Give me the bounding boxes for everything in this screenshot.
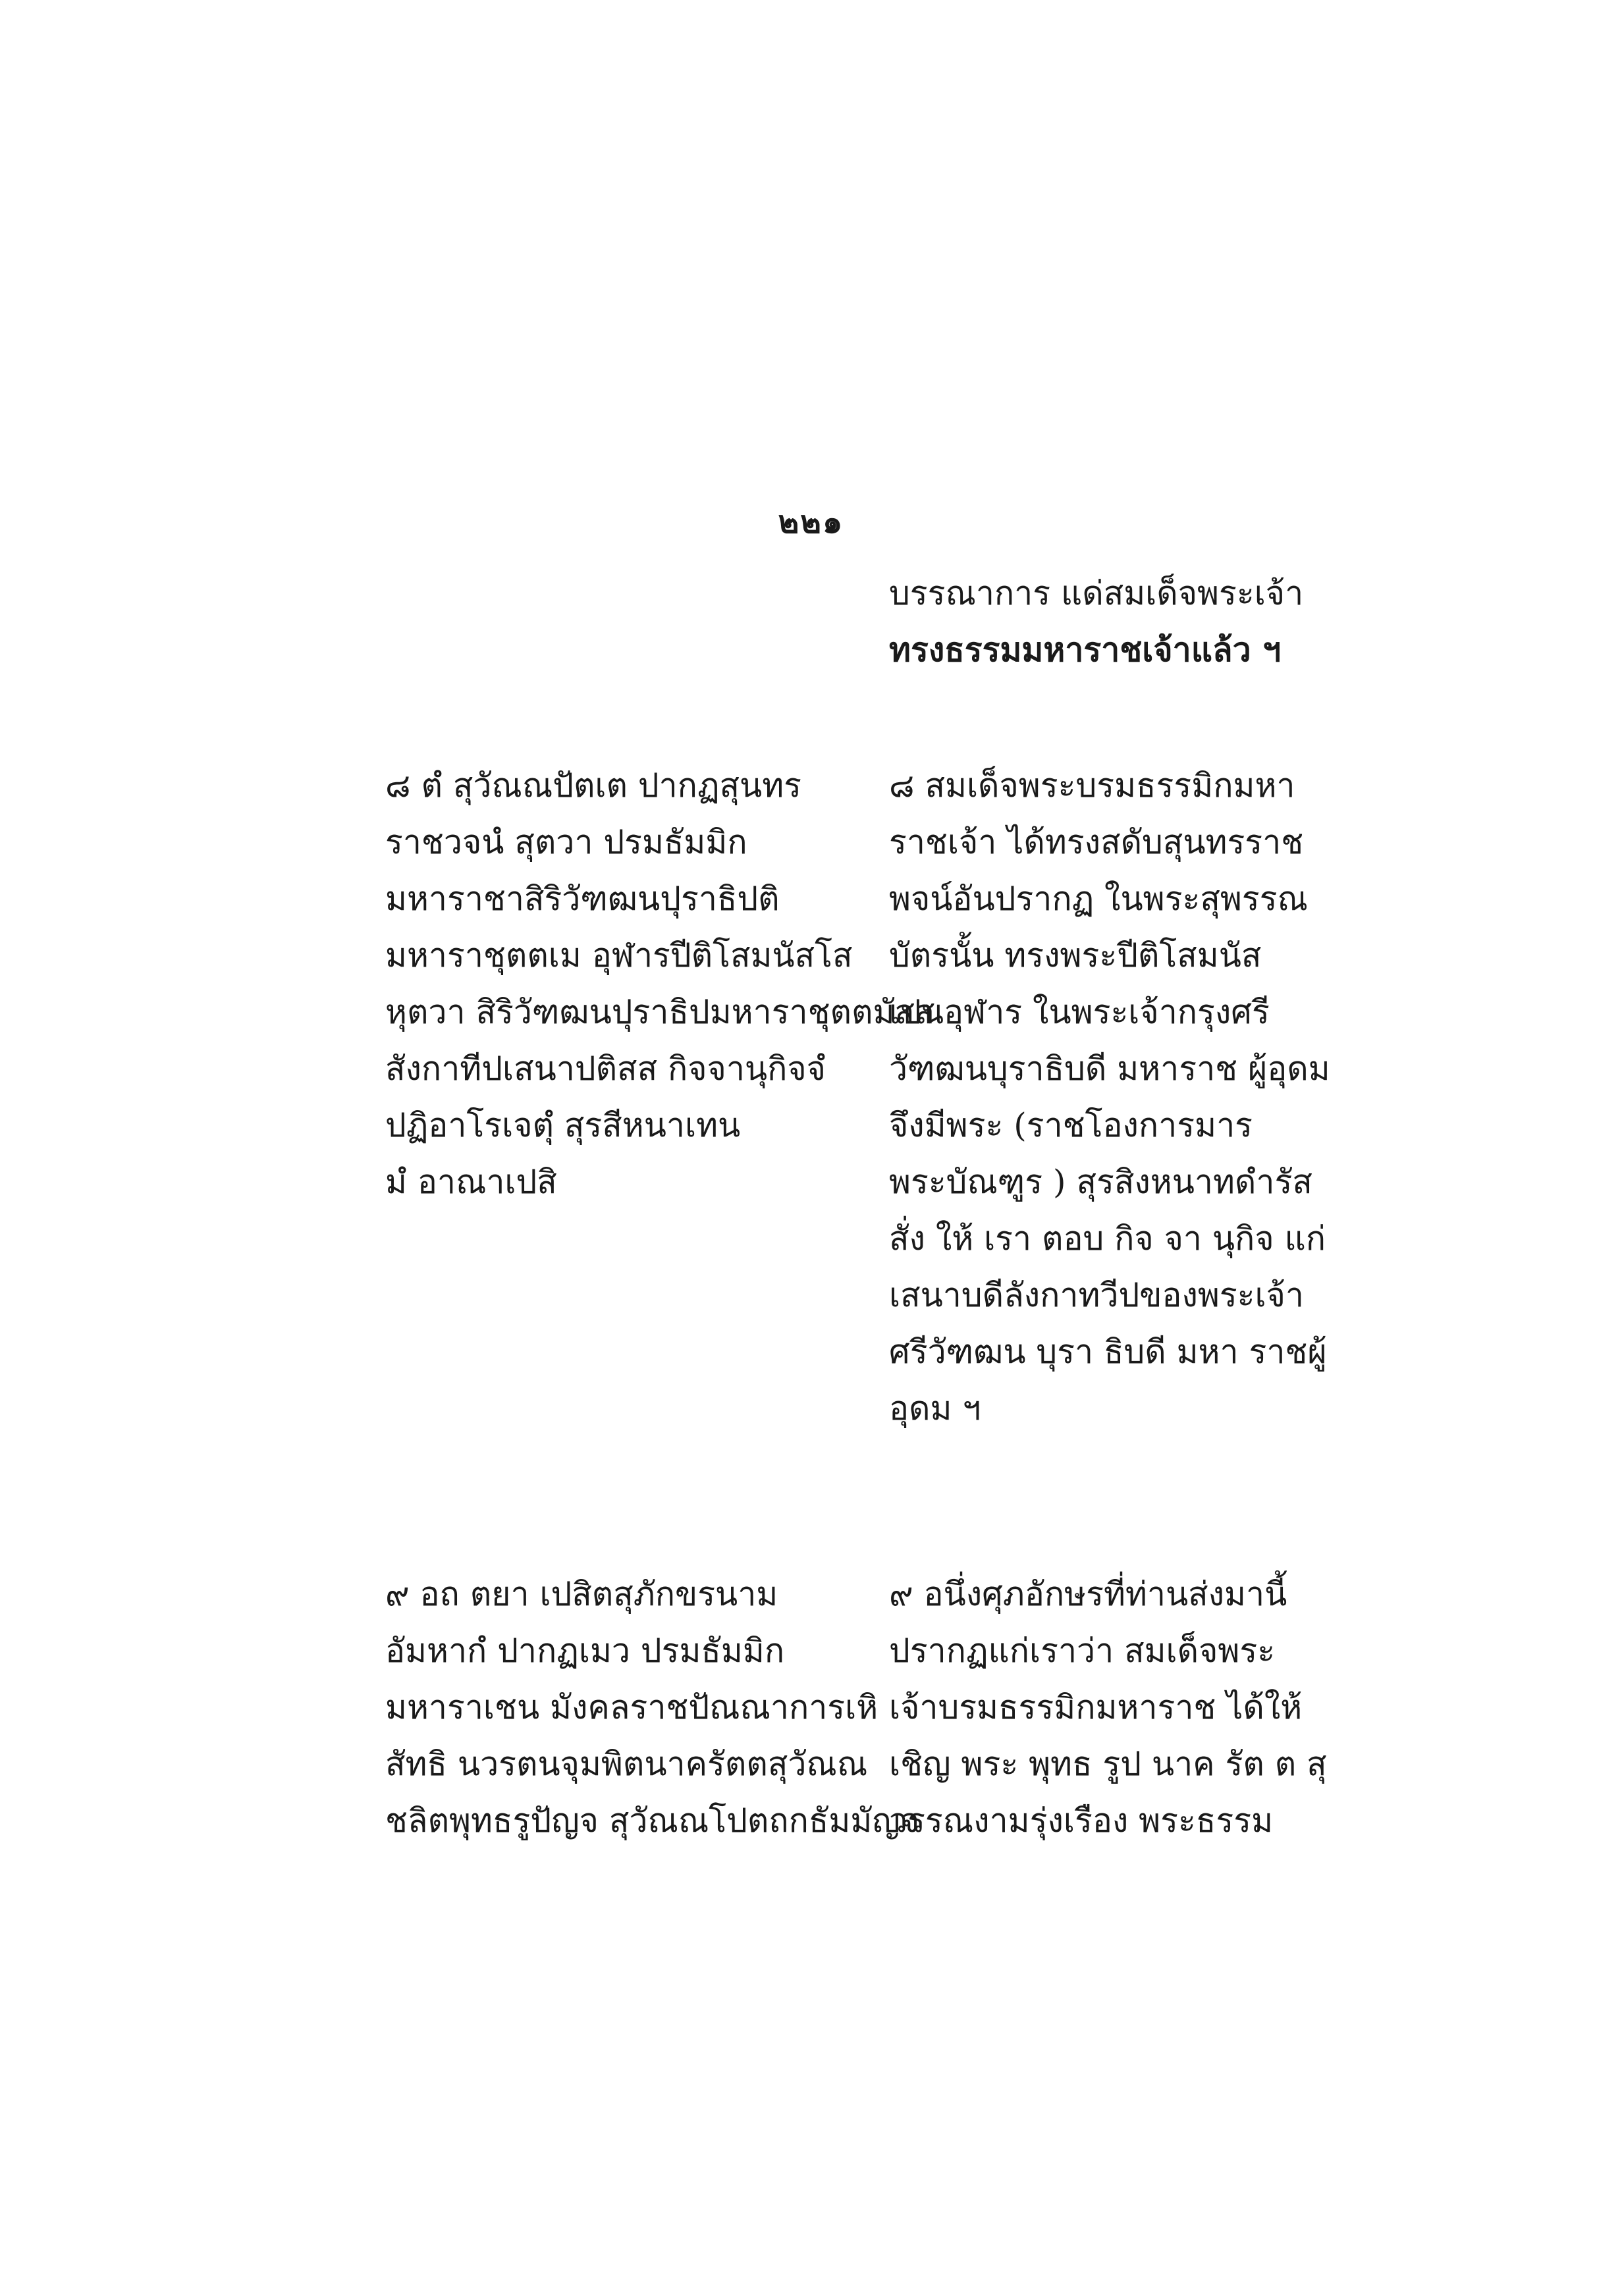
- pali-line: สัทธิ นวรตนจุมพิตนาครัตตสุวัณณ: [385, 1745, 868, 1783]
- thai-line: เสนาบดีลังกาทวีปของพระเจ้า: [889, 1276, 1305, 1314]
- closing-text-block: [889, 565, 1304, 678]
- section-9-thai-text: [889, 1566, 1327, 1849]
- pali-line: ชลิตพุทธรูปัญจ สุวัณณโปตถกธัมมัญจ: [385, 1802, 920, 1840]
- pali-line: ราชวจนํ สุตวา ปรมธัมมิก: [385, 823, 747, 861]
- pali-line: อัมหากํ ปากฏเมว ปรมธัมมิก: [385, 1632, 785, 1670]
- pali-line: หุตวา สิริวัฑฒนปุราธิปมหาราชุตตมัสส: [385, 993, 935, 1031]
- section-9-pali-text: [385, 1566, 920, 1849]
- thai-line: ๙ อนึ่งศุภอักษรที่ท่านส่งมานี้: [889, 1575, 1287, 1613]
- pali-line: ๙ อถ ตยา เปสิตสุภักขรนาม: [385, 1575, 778, 1613]
- section-8-thai-text: [889, 757, 1330, 1437]
- thai-line: วัฑฒนบุราธิบดี มหาราช ผู้อุดม: [889, 1050, 1330, 1088]
- pali-line: สังกาทีปเสนาปติสส กิจจานุกิจจํ: [385, 1050, 826, 1088]
- thai-line: สั่ง ให้ เรา ตอบ กิจ จา นุกิจ แก่: [889, 1219, 1326, 1258]
- closing-line-1: บรรณาการ แด่สมเด็จพระเจ้า: [889, 574, 1304, 612]
- pali-line: มหาราชาสิริวัฑฒนปุราธิปติ: [385, 880, 780, 918]
- thai-line: ราชเจ้า ได้ทรงสดับสุนทรราช: [889, 823, 1304, 861]
- pali-line: ปฏิอาโรเจตุํ สุรสีหนาเทน: [385, 1106, 741, 1144]
- thai-line: ปรากฏแก่เราว่า สมเด็จพระ: [889, 1632, 1276, 1670]
- thai-line: เจ้าบรมธรรมิกมหาราช ได้ให้: [889, 1688, 1303, 1726]
- pali-line: ๘ ตํ สุวัณณปัตเต ปากฏสุนทร: [385, 766, 802, 805]
- pali-line: มหาราเชน มังคลราชปัณณาการเหิ: [385, 1688, 879, 1726]
- pali-line: มหาราชุตตเม อุฬารปีติโสมนัสโส: [385, 936, 853, 974]
- page-number: ๒๒๑: [778, 504, 844, 541]
- thai-line: วรรณงามรุ่งเรือง พระธรรม: [889, 1802, 1274, 1840]
- thai-line: ๘ สมเด็จพระบรมธรรมิกมหา: [889, 766, 1295, 805]
- thai-line: เชิญ พระ พุทธ รูป นาค รัต ต สุ: [889, 1745, 1327, 1783]
- thai-line: บัตรนั้น ทรงพระปีติโสมนัส: [889, 936, 1262, 974]
- pali-line: มํ อาณาเปสิ: [385, 1163, 557, 1201]
- thai-line: พจน์อันปรากฏ ในพระสุพรรณ: [889, 880, 1308, 918]
- thai-line: อุดม ฯ: [889, 1389, 981, 1428]
- thai-line: จึงมีพระ (ราชโองการมาร: [889, 1106, 1253, 1144]
- thai-line: เปนอุฬาร ในพระเจ้ากรุงศรี: [889, 993, 1270, 1031]
- section-8-pali-text: [385, 757, 935, 1210]
- closing-line-2: ทรงธรรมมหาราชเจ้าแล้ว ฯ: [889, 630, 1282, 669]
- thai-line: พระบัณฑูร ) สุรสิงหนาทดำรัส: [889, 1163, 1312, 1201]
- thai-line: ศรีวัฑฒน บุรา ธิบดี มหา ราชผู้: [889, 1333, 1327, 1371]
